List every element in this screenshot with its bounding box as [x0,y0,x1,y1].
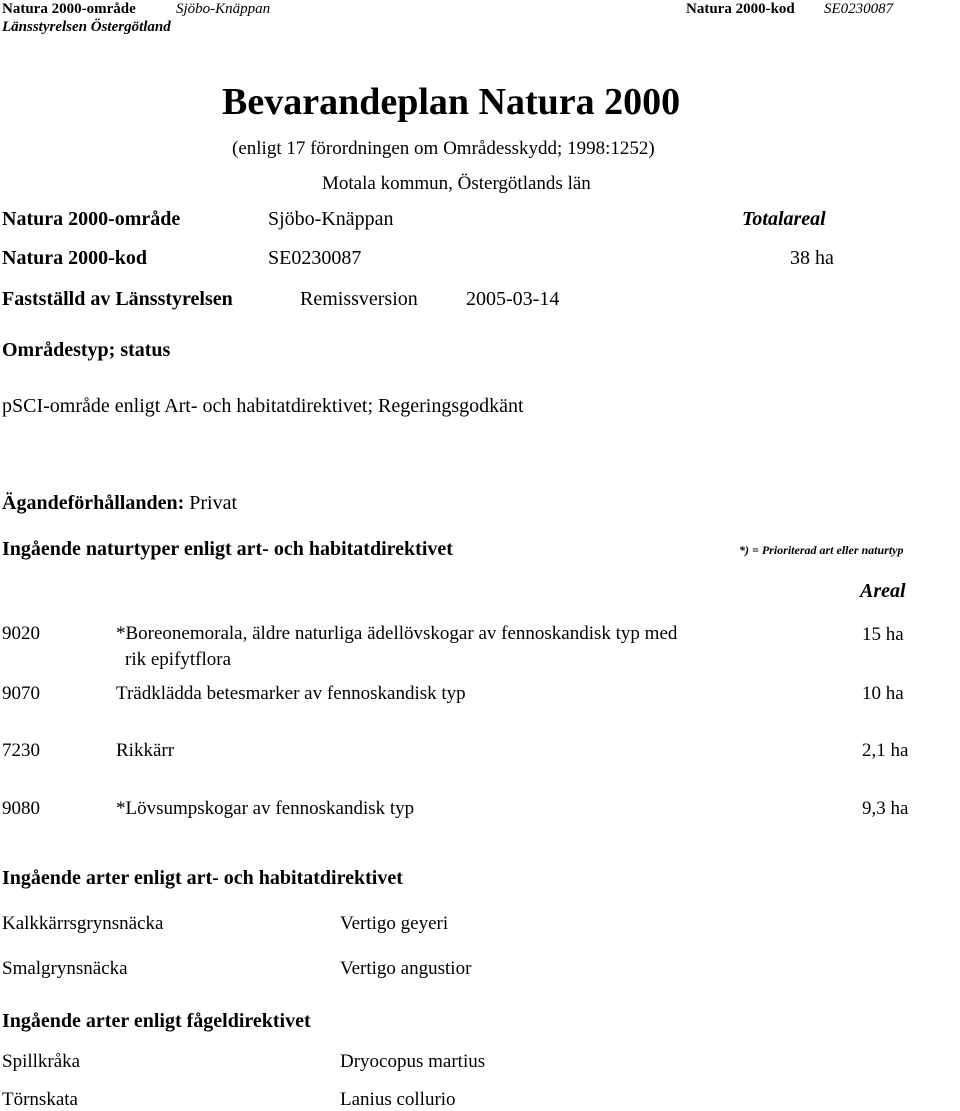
info-area-label: Natura 2000-område [2,208,181,230]
bird-latin-name: Lanius collurio [340,1089,456,1110]
header-code-label: Natura 2000-kod [686,1,795,17]
species-common-name: Kalkkärrsgrynsnäcka [2,913,164,934]
header-area-value: Sjöbo-Knäppan [176,1,271,17]
species-latin-name: Vertigo geyeri [340,913,449,934]
municipality: Motala kommun, Östergötlands län [322,173,591,194]
habitat-area: 2,1 ha [862,740,909,761]
habitat-name: *Boreonemorala, äldre naturliga ädellövskogar av fennoskandisk typ med [116,623,678,644]
info-total-label: Totalareal [742,208,826,230]
info-code-label: Natura 2000-kod [2,247,148,269]
species-birds-heading: Ingående arter enligt fågeldirektivet [2,1010,311,1032]
info-approved-label: Fastställd av Länsstyrelsen [2,288,233,310]
species-latin-name: Vertigo angustior [340,958,472,979]
habitat-name-continued: rik epifytflora [125,649,232,670]
species-common-name: Smalgrynsnäcka [2,958,128,979]
habitats-heading: Ingående naturtyper enligt art- och habitatdirektivet [2,538,453,560]
habitat-area: 15 ha [862,624,904,645]
info-total-value: 38 ha [790,247,834,269]
species-habitat-heading: Ingående arter enligt art- och habitatdirektivet [2,867,403,889]
habitat-area: 10 ha [862,683,904,704]
habitat-area: 9,3 ha [862,798,909,819]
info-area-value: Sjöbo-Knäppan [268,208,394,230]
ownership-label: Ägandeförhållanden: [2,492,185,514]
habitat-code: 9080 [2,798,40,819]
bird-common-name: Spillkråka [2,1051,81,1072]
habitat-code: 7230 [2,740,40,761]
areal-header: Areal [860,580,906,602]
priority-note: *) = Prioriterad art eller naturtyp [739,543,904,557]
status-heading: Områdestyp; status [2,339,171,361]
ownership-value: Privat [189,492,238,514]
header-area-label: Natura 2000-område [2,1,136,17]
status-text: pSCI-område enligt Art- och habitatdirektivet; Regeringsgodkänt [2,395,524,417]
page-subtitle: (enligt 17 förordningen om Områdesskydd; 1998:1252) [232,138,655,159]
habitat-name: Trädklädda betesmarker av fennoskandisk typ [116,683,466,704]
header-authority: Länsstyrelsen Östergötland [2,19,171,35]
info-date: 2005-03-14 [466,288,560,310]
header-code-value: SE0230087 [824,1,894,17]
habitat-code: 9070 [2,683,40,704]
info-code-value: SE0230087 [268,247,362,269]
habitat-code: 9020 [2,623,40,644]
page-title: Bevarandeplan Natura 2000 [222,81,681,123]
habitat-name: *Lövsumpskogar av fennoskandisk typ [116,798,415,819]
bird-common-name: Törnskata [2,1089,78,1110]
ownership [2,491,237,515]
bird-latin-name: Dryocopus martius [340,1051,486,1072]
info-version: Remissversion [300,288,418,310]
habitat-name: Rikkärr [116,740,175,761]
